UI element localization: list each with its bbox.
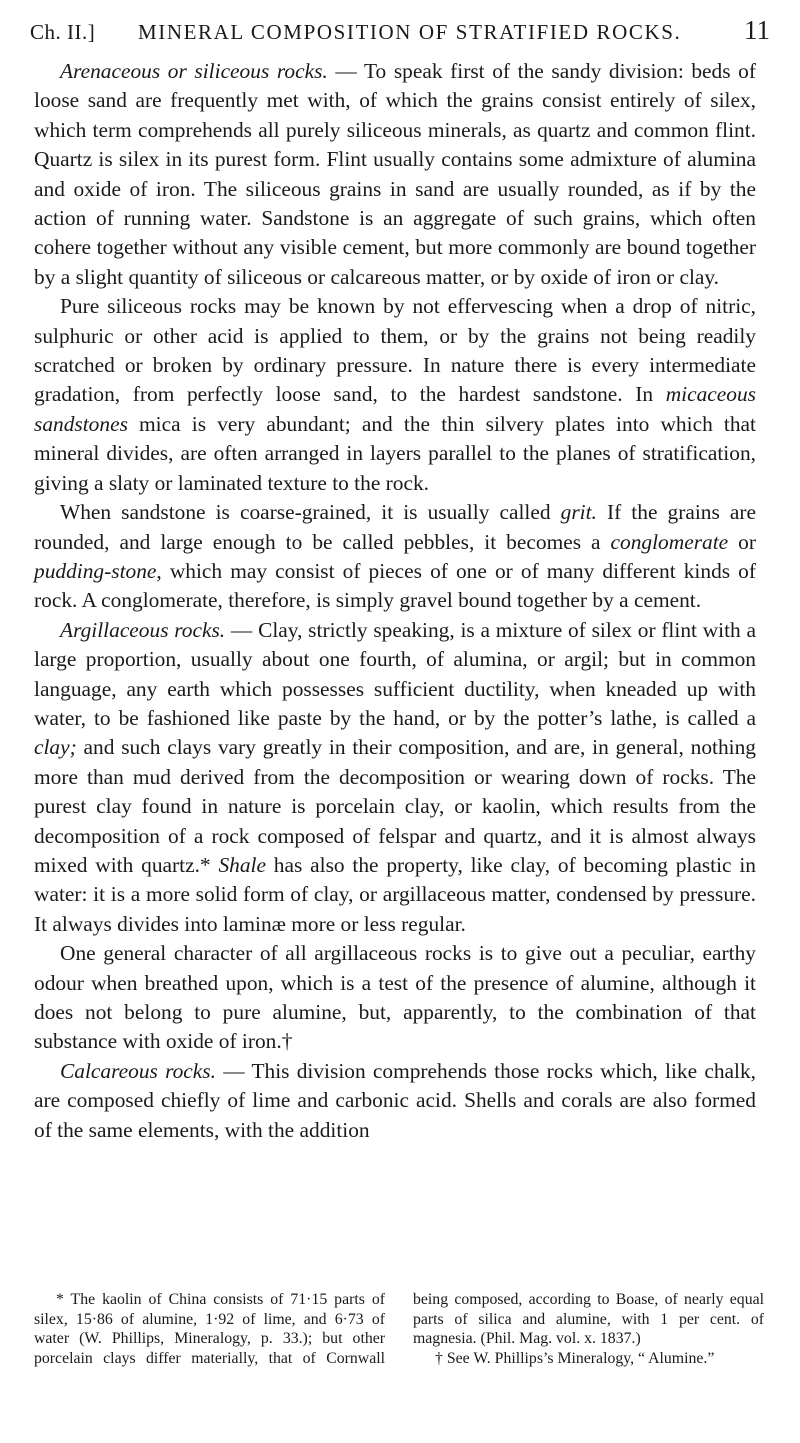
page-number: 11 (744, 15, 770, 45)
term-shale: Shale (218, 852, 266, 877)
main-text (34, 57, 756, 1145)
term-micaceous-sandstones: micaceous sandstones (34, 382, 756, 436)
term-grit: grit. (560, 500, 597, 525)
text-span: Pure siliceous rocks may be known by not effervescing when a drop of nitric, sulphuric or other acid is applied to them, or by the grains not being readily scratched or broken by ordinary pressure. In nature there is every intermediate gradation, from perfectly loose sand, to the hardest sandstone. In (34, 294, 756, 407)
section-heading-arenaceous: Arenaceous or siliceous rocks. (60, 59, 328, 83)
running-title: MINERAL COMPOSITION OF STRATIFIED ROCKS. (138, 20, 682, 44)
text-span: has also the property, like clay, of becoming plastic in water: it is a more solid form of clay, or argillaceous matter, condensed by pressure. It always divides into laminæ more or less regular. (34, 852, 757, 936)
paragraph-arenaceous (34, 57, 756, 292)
term-clay: clay; (34, 735, 77, 760)
text-span: If the grains are rounded, and large enough to be called pebbles, it becomes a (34, 500, 756, 554)
text-span: , which may consist of pieces of one or of many different kinds of rock. A conglomerate, therefore, is simply gravel bound together by a cement. (34, 558, 756, 613)
text-span: — This division comprehends those rocks which, like chalk, are composed chiefly of lime and carbonic acid. Shells and corals are also formed of the same elements, with the addition (34, 1058, 756, 1142)
running-header (30, 10, 770, 50)
chapter-reference: Ch. II.] (30, 20, 96, 44)
term-pudding-stone: pudding-stone (34, 558, 157, 583)
paragraph-calcareous (34, 1057, 756, 1145)
paragraph-grit (34, 498, 756, 616)
footnote-kaolin: * The kaolin of China consists of 71·15 parts of silex, 15·86 of alumine, 1·92 of lime, and 6·73 of water (W. Phillips, Mineralogy, p. 33.); but other porcelain clays differ materially, that of Cornwall being composed, according to Boase, of nearly equal parts of silica and alumine, with 1 per cent. of magnesia. (Phil. Mag. vol. x. 1837.) (34, 1291, 764, 1367)
text-span: mica is very abundant; and the thin silvery plates into which that mineral divides, are often arranged in layers parallel to the planes of stratification, giving a slaty or laminated texture to the rock. (34, 411, 756, 495)
section-heading-calcareous: Calcareous rocks. (60, 1058, 216, 1083)
text-span: When sandstone is coarse-grained, it is usually called (60, 500, 561, 525)
paragraph-pure-siliceous (34, 292, 756, 498)
paragraph-argillaceous (34, 616, 756, 939)
section-heading-argillaceous: Argillaceous rocks. (60, 617, 226, 642)
text-span: or (728, 529, 756, 554)
text-span: — Clay, strictly speaking, is a mixture of silex or flint with a large proportion, usually about one fourth, of alumina, or argil; but in common language, any earth which possesses sufficient ductility, when kneaded up with water, to be fashioned like paste by the hand, or by the potter’s lathe, is called a (34, 617, 756, 730)
footnote-phillips: † See W. Phillips’s Mineralogy, “ Alumine.” (435, 1349, 715, 1367)
text-span: and such clays vary greatly in their composition, and are, in general, nothing more than mud derived from the decomposition or wearing down of rocks. The purest clay found in nature is porcelain clay, or kaolin, which results from the decomposition of a rock composed of felspar and quartz, and it is almost always mixed with quartz.* (34, 735, 756, 877)
paragraph-odour: One general character of all argillaceous rocks is to give out a peculiar, earthy odour when breathed upon, which is a test of the presence of alumine, although it does not belong to pure alumine, but, apparently, to the combination of that substance with oxide of iron.† (34, 941, 756, 1054)
term-conglomerate: conglomerate (610, 529, 729, 554)
footnotes (34, 1290, 764, 1368)
text-span: — To speak first of the sandy division: beds of loose sand are frequently met with, of which the grains consist entirely of silex, which term comprehends all purely siliceous minerals, as quartz and common flint. Quartz is silex in its purest form. Flint usually contains some admixture of alumina and oxide of iron. The siliceous grains in sand are usually rounded, as if by the action of running water. Sandstone is an aggregate of such grains, which often cohere together without any visible cement, but more commonly are bound together by a slight quantity of siliceous or calcareous matter, or by oxide of iron or clay. (34, 59, 756, 289)
